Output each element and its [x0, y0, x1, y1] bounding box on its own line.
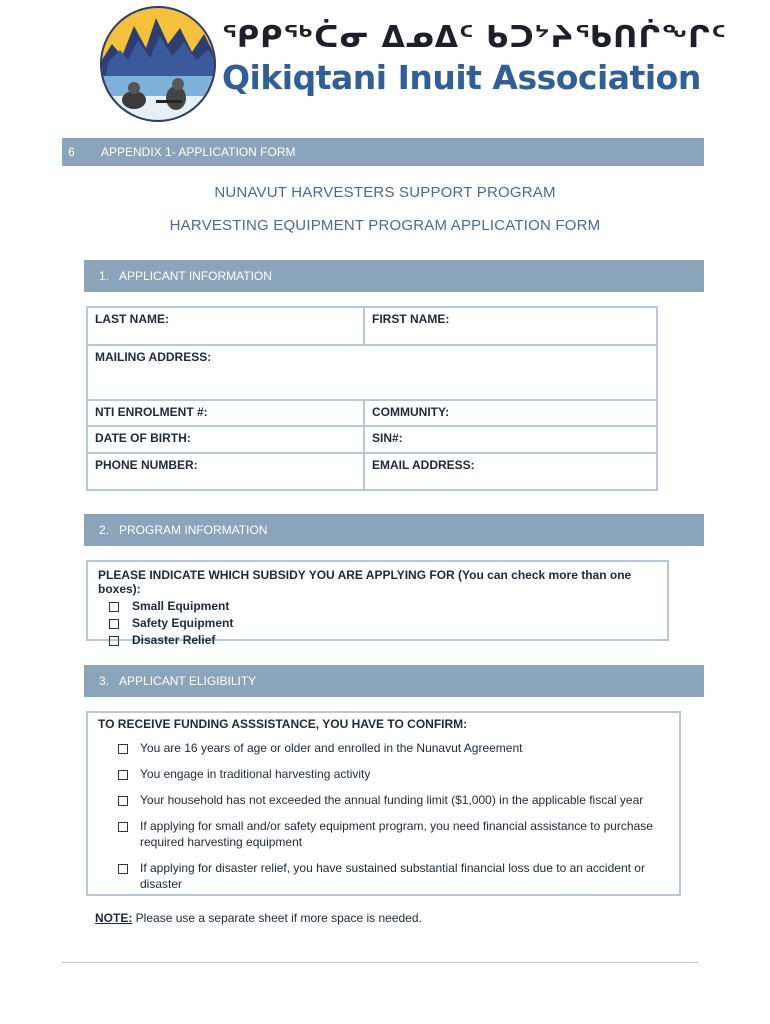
eligibility-item-text: You are 16 years of age or older and enrolled in the Nunavut Agreement: [140, 741, 523, 755]
option-label: Disaster Relief: [132, 633, 216, 647]
phone-number-label: PHONE NUMBER:: [95, 458, 198, 472]
section-label: APPLICANT ELIGIBILITY: [119, 674, 257, 688]
mailing-address-field[interactable]: [87, 345, 657, 400]
note-body: Please use a separate sheet if more space is needed.: [132, 911, 422, 925]
eligibility-item: [98, 740, 671, 756]
sin-field[interactable]: [364, 426, 657, 453]
eligibility-item-text: You engage in traditional harvesting activity: [140, 767, 371, 781]
applicant-information-table: [86, 306, 658, 491]
checkbox-small-equipment[interactable]: [109, 602, 119, 612]
nti-enrolment-label: NTI ENROLMENT #:: [95, 405, 208, 419]
community-label: COMMUNITY:: [372, 405, 450, 419]
checkbox-traditional-harvesting[interactable]: [118, 770, 128, 780]
first-name-field[interactable]: [364, 307, 657, 345]
checkbox-age-enrolled[interactable]: [118, 744, 128, 754]
last-name-field[interactable]: [87, 307, 364, 345]
checkbox-financial-assistance[interactable]: [118, 822, 128, 832]
program-information-box: [86, 560, 669, 647]
appendix-number: 6: [68, 145, 75, 159]
option-label: Small Equipment: [132, 599, 230, 613]
eligibility-prompt: TO RECEIVE FUNDING ASSSISTANCE, YOU HAVE TO CONFIRM:: [98, 717, 468, 731]
checkbox-disaster-loss[interactable]: [118, 864, 128, 874]
subsidy-option-row: [98, 616, 657, 630]
section-bar-applicant-information: [84, 260, 704, 292]
checkbox-safety-equipment[interactable]: [109, 619, 119, 629]
subsidy-option-row: [98, 599, 657, 613]
section-number: 3.: [99, 674, 110, 688]
appendix-label: APPENDIX 1- APPLICATION FORM: [101, 145, 296, 159]
option-label: Safety Equipment: [132, 616, 234, 630]
footer-divider: [62, 962, 698, 963]
email-address-label: EMAIL ADDRESS:: [372, 458, 475, 472]
date-of-birth-label: DATE OF BIRTH:: [95, 431, 191, 445]
sin-label: SIN#:: [372, 431, 403, 445]
eligibility-item-text: Your household has not exceeded the annual funding limit ($1,000) in the applicable fiscal year: [140, 793, 644, 807]
note-label: NOTE:: [95, 911, 133, 925]
note-text: [95, 911, 422, 925]
email-address-field[interactable]: [364, 453, 657, 490]
eligibility-item: [98, 766, 671, 782]
section-bar-applicant-eligibility: [84, 665, 704, 697]
eligibility-item-text: If applying for disaster relief, you have sustained substantial financial loss due to an accident or disaster: [140, 861, 645, 891]
subsidy-prompt: PLEASE INDICATE WHICH SUBSIDY YOU ARE APPLYING FOR (You can check more than one boxes):: [98, 568, 632, 596]
section-label: APPLICANT INFORMATION: [119, 269, 272, 283]
program-title: NUNAVUT HARVESTERS SUPPORT PROGRAM: [214, 184, 556, 201]
eligibility-item-text: If applying for small and/or safety equipment program, you need financial assistance to purchase required harvesting equipment: [140, 819, 653, 849]
section-bar-program-information: [84, 514, 704, 546]
eligibility-item: [98, 860, 671, 892]
qia-logo-emblem-icon: [98, 4, 218, 124]
checkbox-funding-limit[interactable]: [118, 796, 128, 806]
nti-enrolment-field[interactable]: [87, 400, 364, 426]
subsidy-option-row: [98, 633, 657, 647]
section-label: PROGRAM INFORMATION: [119, 523, 268, 537]
mailing-address-label: MAILING ADDRESS:: [95, 350, 212, 364]
last-name-label: LAST NAME:: [95, 312, 169, 326]
checkbox-disaster-relief[interactable]: [109, 636, 119, 646]
eligibility-item: [98, 792, 671, 808]
community-field[interactable]: [364, 400, 657, 426]
section-number: 1.: [99, 269, 110, 283]
section-number: 2.: [99, 523, 110, 537]
first-name-label: FIRST NAME:: [372, 312, 450, 326]
logo-syllabics-text: ᕿᑭᖅᑖᓂ ᐃᓄᐃᑦ ᑲᑐᔾᔨᖃᑎᒌᖕᒋᑦ: [222, 20, 727, 55]
phone-number-field[interactable]: [87, 453, 364, 490]
logo-organization-name: Qikiqtani Inuit Association: [222, 58, 701, 97]
eligibility-box: [86, 711, 681, 896]
eligibility-item: [98, 818, 671, 850]
appendix-header-bar: [62, 138, 704, 166]
form-title: HARVESTING EQUIPMENT PROGRAM APPLICATION FORM: [169, 217, 601, 234]
date-of-birth-field[interactable]: [87, 426, 364, 453]
